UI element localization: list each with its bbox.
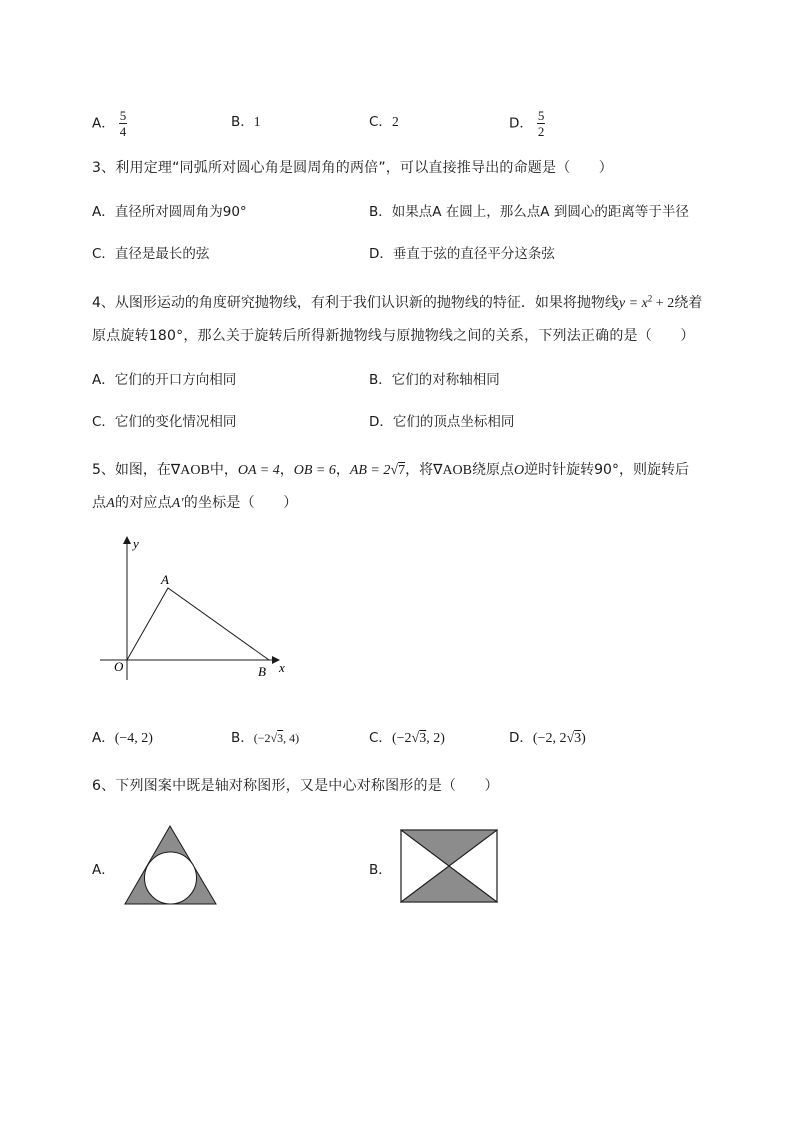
q3-option-d: D．垂直于弦的直径平分这条弦 (369, 246, 555, 262)
q4-eq-constant: + 2 (652, 296, 675, 311)
q5-point-a-prime: A′ (171, 496, 184, 511)
fraction-denominator: 4 (119, 124, 127, 139)
q2-option-c-value: 2 (391, 114, 399, 129)
q5-option-d: D．(−2, 2√3) (509, 730, 586, 746)
q2-option-a (92, 108, 127, 139)
q5-comma: ， (279, 462, 294, 478)
q5-triangle: ∇AOB (170, 463, 210, 478)
q5-option-b-post: , 4) (283, 731, 300, 745)
triangle-aob (127, 588, 269, 660)
q5-option-b: B．(−2√3, 4) (231, 730, 300, 746)
q6-option-a-figure (123, 824, 218, 906)
q5-option-a-label: A． (92, 730, 115, 746)
q5-option-a-value: (−4, 2) (114, 731, 153, 746)
q5-stem-line1 (92, 459, 689, 479)
q4-stem-line1 (92, 292, 702, 312)
q5-option-c-post: , 2) (426, 731, 445, 746)
q2-option-b-value: 1 (253, 114, 261, 129)
q5-option-d-post: ) (581, 731, 586, 746)
y-axis-label: y (133, 536, 139, 551)
x-axis-label: x (279, 660, 285, 675)
q5-triangle: ∇AOB (433, 463, 473, 478)
q2-option-b (231, 110, 261, 130)
q5-text: 5、如图，在 (92, 462, 171, 478)
q6-stem: 6、下列图案中既是轴对称图形，又是中心对称图形的是（ ） (92, 778, 499, 794)
q5-ab: AB = 2 (349, 463, 391, 478)
q5-option-c: C．(−2√3, 2) (369, 730, 445, 746)
sqrt-radicand: 3 (419, 731, 427, 746)
q2-option-c (369, 110, 399, 130)
q2-option-b-label: B． (231, 114, 254, 130)
q5-text: 中， (209, 462, 238, 478)
q5-option-d-label: D． (509, 730, 533, 746)
q3-stem: 3、利用定理“同弧所对圆心角是圆周角的两倍”，可以直接推导出的命题是（ ） (92, 160, 614, 176)
q5-text: 绕原点 (472, 462, 515, 478)
q5-stem-line2 (92, 492, 297, 512)
q2-option-d-fraction (537, 108, 546, 139)
q4-option-a: A．它们的开口方向相同 (92, 372, 237, 388)
q3-option-b: B．如果点A 在圆上，那么点A 到圆心的距离等于半径 (369, 204, 689, 220)
origin-label: O (114, 659, 124, 674)
q5-point-a: A (106, 496, 115, 511)
q5-text: ，将 (405, 462, 434, 478)
q3-option-a: A．直径所对圆周角为90° (92, 204, 247, 220)
q5-option-c-pre: (−2 (391, 731, 412, 746)
point-b-label: B (258, 664, 266, 679)
q4-eq-y: y (618, 296, 626, 311)
q5-ab-sqrt: √7 (390, 463, 406, 478)
q5-option-b-pre: (−2 (253, 731, 271, 745)
q5-text: 的对应点 (114, 495, 172, 511)
q5-text: 的坐标是（ ） (183, 495, 298, 511)
point-a-label: A (161, 572, 169, 587)
q5-option-a (92, 726, 153, 747)
q4-stem-line2: 原点旋转180°，那么关于旋转后所得新抛物线与原抛物线之间的关系，下列法正确的是（ ） (92, 328, 695, 344)
q5-option-d-pre: (−2, 2 (532, 731, 567, 746)
q2-option-a-fraction (119, 108, 128, 139)
q5-text: 点 (92, 495, 107, 511)
q5-text: 逆时针旋转90°，则旋转后 (524, 462, 689, 478)
sqrt-radicand: 3 (277, 731, 284, 745)
q2-option-d (509, 108, 545, 139)
q5-origin: O (514, 463, 525, 478)
q2-option-d-label: D． (509, 115, 533, 132)
sqrt-radicand: 3 (574, 731, 582, 746)
q4-eq-exponent: 2 (647, 293, 653, 304)
q5-comma: ， (335, 462, 350, 478)
q4-eq-x: = x (625, 296, 648, 311)
q6-option-b-figure (400, 829, 498, 903)
fraction-numerator: 5 (119, 108, 127, 123)
fraction-numerator: 5 (537, 108, 545, 123)
sqrt-radicand: 7 (398, 463, 406, 478)
q6-option-a-label: A． (92, 862, 115, 878)
q5-option-b-label: B． (231, 730, 254, 746)
q4-line1-text: 4、从图形运动的角度研究抛物线，有利于我们认识新的抛物线的特征．如果将抛物线 (92, 295, 619, 311)
q5-option-c-label: C． (369, 730, 392, 746)
q5-figure (95, 530, 305, 685)
q5-oa: OA = 4 (237, 463, 280, 478)
q6-option-b-label: B． (369, 862, 392, 878)
q4-option-d: D．它们的顶点坐标相同 (369, 414, 515, 430)
q2-option-a-label: A． (92, 115, 115, 132)
inscribed-circle (145, 852, 197, 904)
q3-option-c: C．直径是最长的弦 (92, 246, 210, 262)
q4-line1-end: 绕着 (674, 295, 703, 311)
q5-ob: OB = 6 (293, 463, 336, 478)
q2-option-c-label: C． (369, 114, 392, 130)
fraction-denominator: 2 (537, 124, 545, 139)
q4-option-b: B．它们的对称轴相同 (369, 372, 500, 388)
q4-option-c: C．它们的变化情况相同 (92, 414, 237, 430)
